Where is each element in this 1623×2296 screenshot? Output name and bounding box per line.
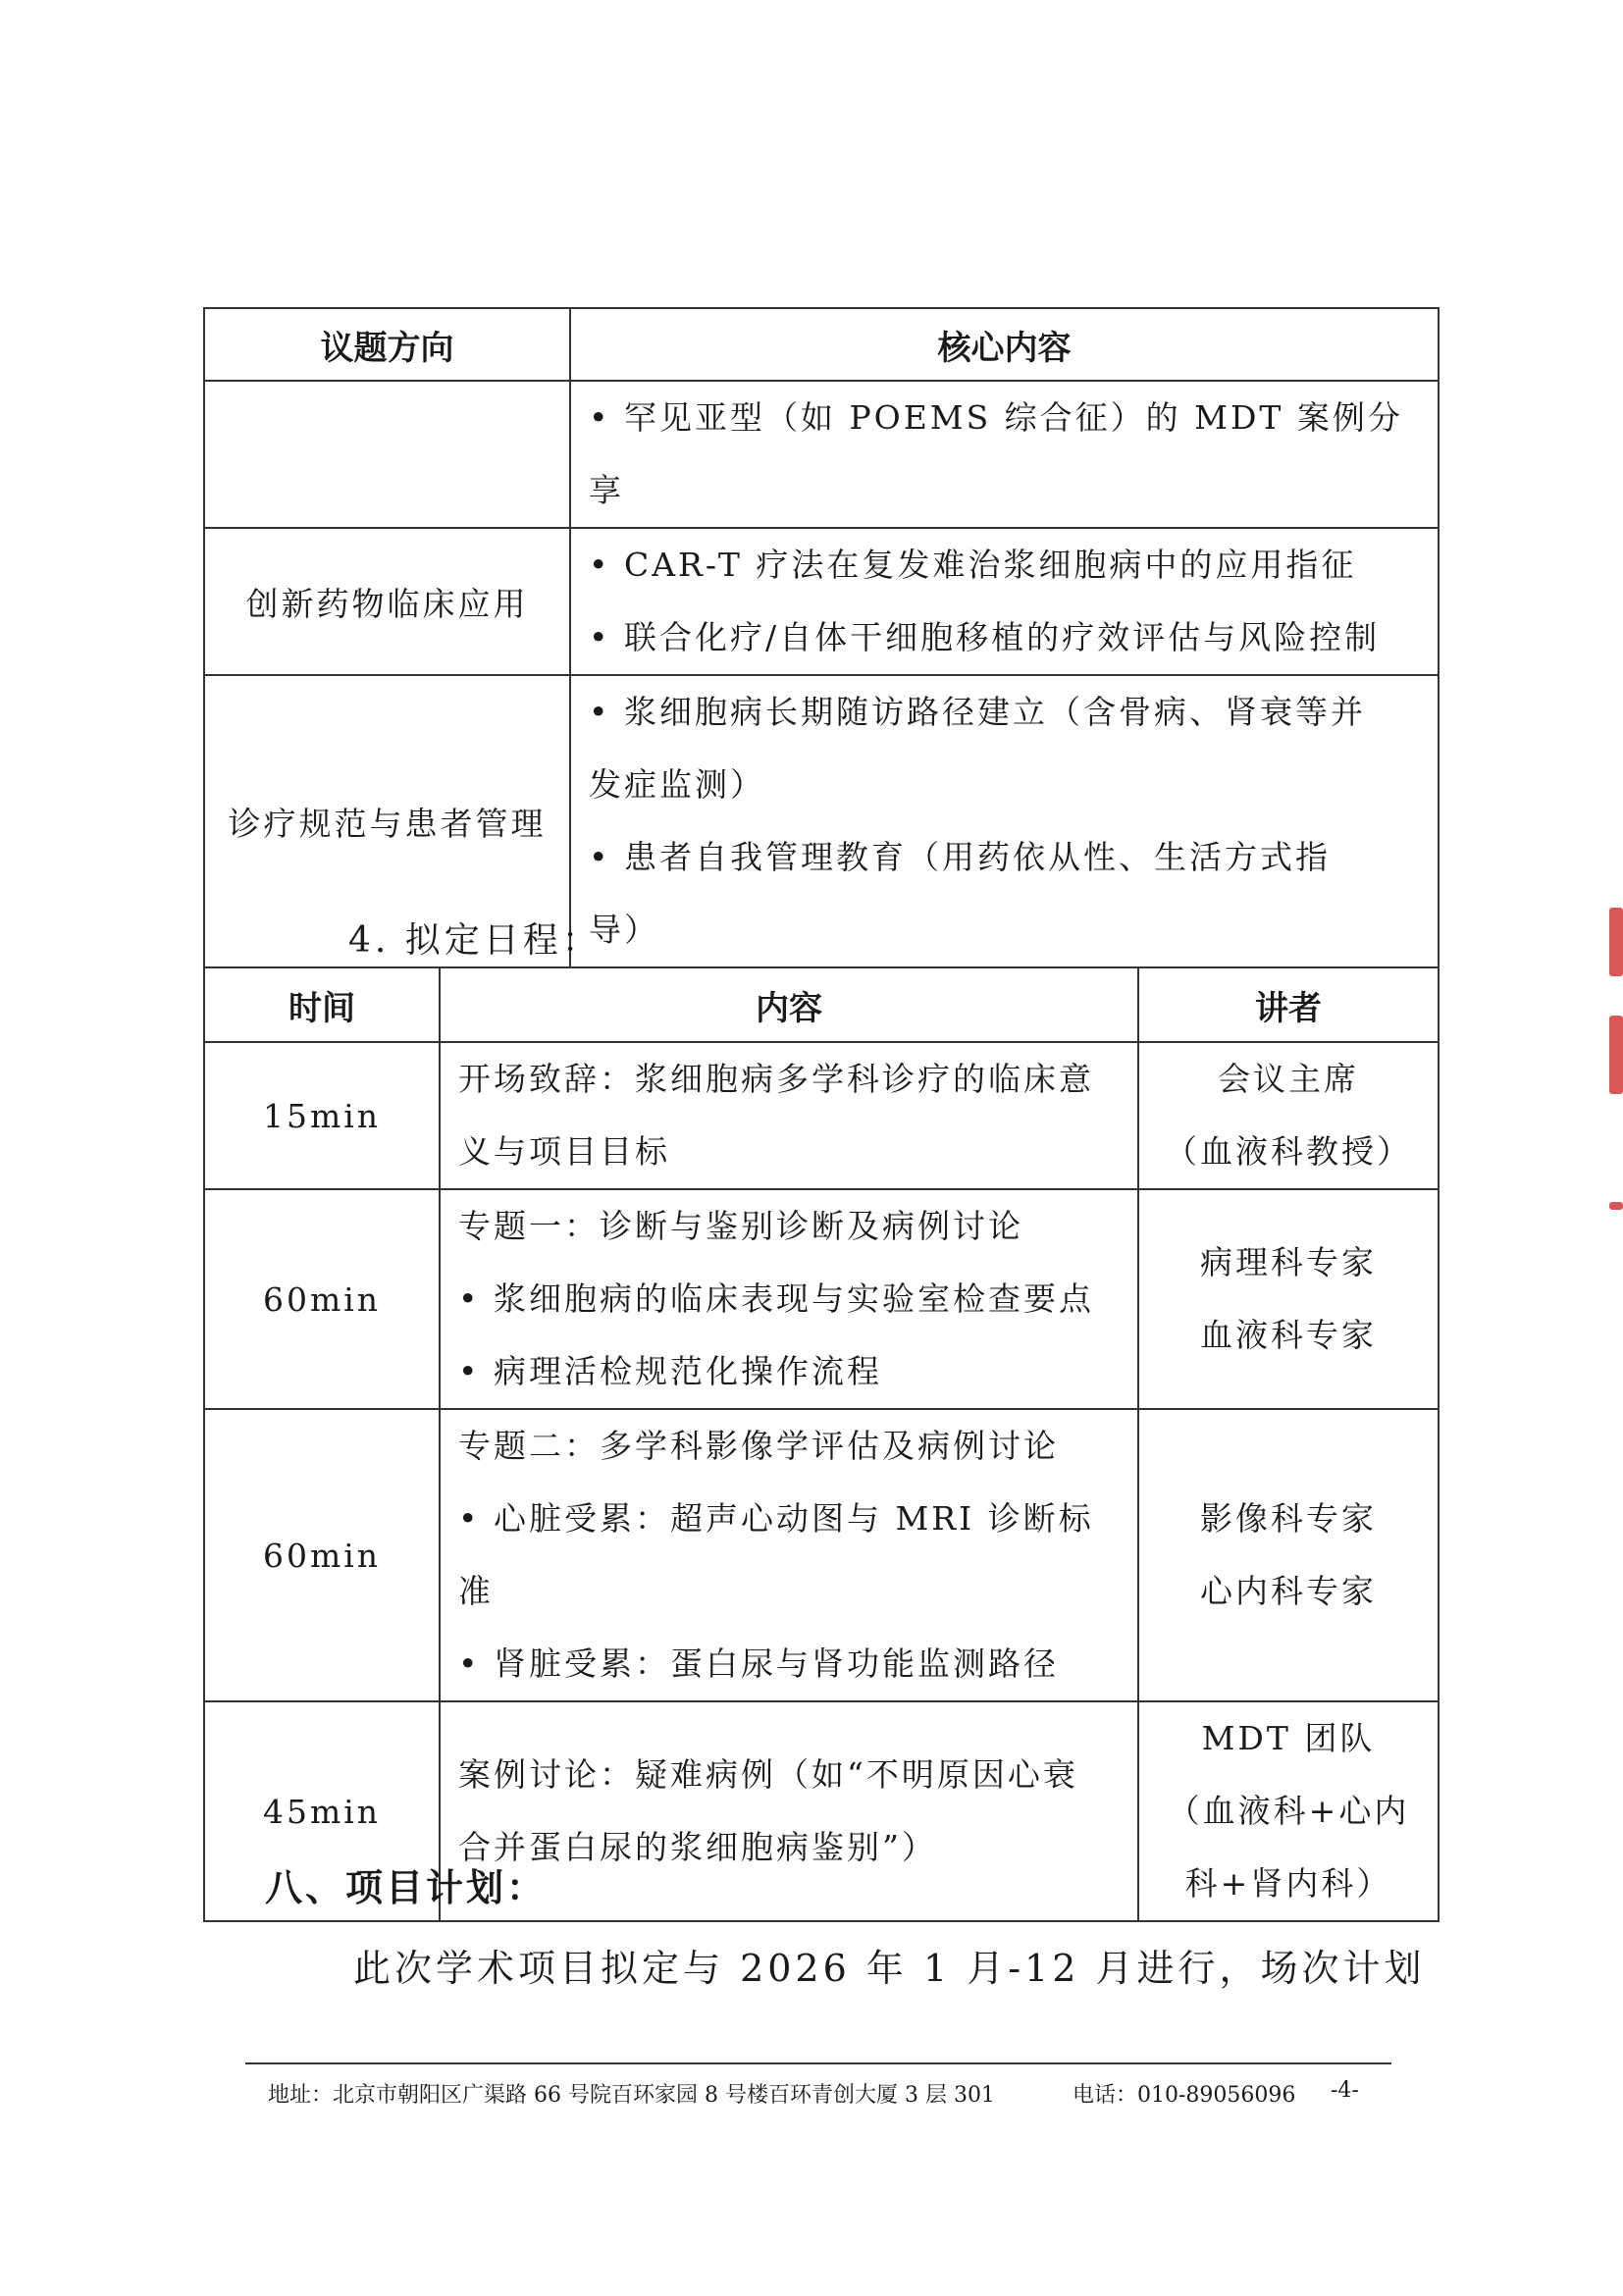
content-line: 专题一：诊断与鉴别诊断及病例讨论: [458, 1207, 1023, 1245]
seal-edge-mark: [1609, 1016, 1623, 1094]
table1-content-cell: [570, 675, 1439, 967]
table1-topic-cell: [204, 381, 570, 528]
speaker-line: 科+肾内科）: [1184, 1864, 1392, 1903]
page-number: -4-: [1331, 2078, 1359, 2103]
list-item: • 浆细胞病长期随访路径建立（含骨病、肾衰等并: [589, 693, 1366, 731]
speaker-line: 病理科专家: [1200, 1243, 1377, 1281]
list-item: • 病理活检规范化操作流程: [458, 1352, 882, 1390]
table2-header-speaker: 讲者: [1138, 967, 1439, 1042]
table1-header-content: 核心内容: [570, 308, 1439, 381]
table2-time-cell: 15min: [204, 1042, 440, 1189]
speaker-line: 会议主席: [1218, 1060, 1359, 1098]
topics-table: [203, 307, 1440, 968]
table2-content-cell: [440, 1409, 1138, 1701]
list-item: • 患者自我管理教育（用药依从性、生活方式指: [589, 838, 1331, 876]
table2-header-time: 时间: [204, 967, 440, 1042]
schedule-table: [203, 966, 1440, 1922]
speaker-line: 血液科专家: [1200, 1316, 1377, 1354]
content-line: 开场致辞：浆细胞病多学科诊疗的临床意: [458, 1060, 1094, 1098]
footer-address: 地址：北京市朝阳区广渠路 66 号院百环家园 8 号楼百环青创大厦 3 层 301: [268, 2083, 995, 2108]
table2-header-content: 内容: [440, 967, 1138, 1042]
list-item: • 罕见亚型（如 POEMS 综合征）的 MDT 案例分享: [589, 398, 1403, 509]
table-row: [204, 1409, 1439, 1701]
table1-topic-cell: 创新药物临床应用: [204, 528, 570, 675]
speaker-line: MDT 团队: [1201, 1719, 1376, 1757]
table2-speaker-cell: [1138, 1701, 1439, 1921]
speaker-line: （血液科+心内: [1167, 1792, 1410, 1830]
table2-speaker-cell: [1138, 1409, 1439, 1701]
list-item: • 肾脏受累：蛋白尿与肾功能监测路径: [458, 1644, 1059, 1683]
seal-edge-mark: [1609, 1202, 1623, 1210]
list-item: 导）: [589, 911, 659, 949]
list-item: • 心脏受累：超声心动图与 MRI 诊断标准: [458, 1499, 1094, 1610]
paragraph: 此次学术项目拟定与 2026 年 1 月-12 月进行，场次计划: [353, 1947, 1426, 1990]
section-heading: 八、项目计划：: [265, 1866, 548, 1909]
list-item: • 联合化疗/自体干细胞移植的疗效评估与风险控制: [589, 618, 1381, 656]
speaker-line: 心内科专家: [1200, 1572, 1377, 1610]
table-row: [204, 528, 1439, 675]
speaker-line: （血液科教授）: [1165, 1132, 1412, 1171]
table2-speaker-cell: [1138, 1042, 1439, 1189]
content-line: 合并蛋白尿的浆细胞病鉴别”）: [458, 1828, 937, 1866]
schedule-heading: 4. 拟定日程：: [348, 920, 602, 961]
content-line: 专题二：多学科影像学评估及病例讨论: [458, 1427, 1059, 1465]
footer-divider: [245, 2062, 1391, 2064]
table2-time-cell: 60min: [204, 1189, 440, 1409]
list-item: • 浆细胞病的临床表现与实验室检查要点: [458, 1279, 1094, 1318]
speaker-line: 影像科专家: [1200, 1499, 1377, 1538]
table1-content-cell: [570, 381, 1439, 528]
table-row: [204, 1189, 1439, 1409]
content-line: 义与项目目标: [458, 1132, 670, 1171]
table2-content-cell: [440, 1189, 1138, 1409]
footer-phone: 电话：010-89056096: [1073, 2083, 1296, 2108]
list-item: • CAR-T 疗法在复发难治浆细胞病中的应用指征: [589, 546, 1357, 584]
seal-edge-mark: [1609, 908, 1623, 976]
table-row: [204, 1042, 1439, 1189]
table1-header-topic: 议题方向: [204, 308, 570, 381]
table2-content-cell: [440, 1042, 1138, 1189]
table2-time-cell: 60min: [204, 1409, 440, 1701]
content-line: 案例讨论：疑难病例（如“不明原因心衰: [458, 1755, 1078, 1794]
table1-content-cell: [570, 528, 1439, 675]
table1-topic-cell: 诊疗规范与患者管理: [204, 675, 570, 967]
table2-speaker-cell: [1138, 1189, 1439, 1409]
list-item: 发症监测）: [589, 765, 765, 804]
table-row: [204, 381, 1439, 528]
table2-time-cell: 45min: [204, 1701, 440, 1921]
